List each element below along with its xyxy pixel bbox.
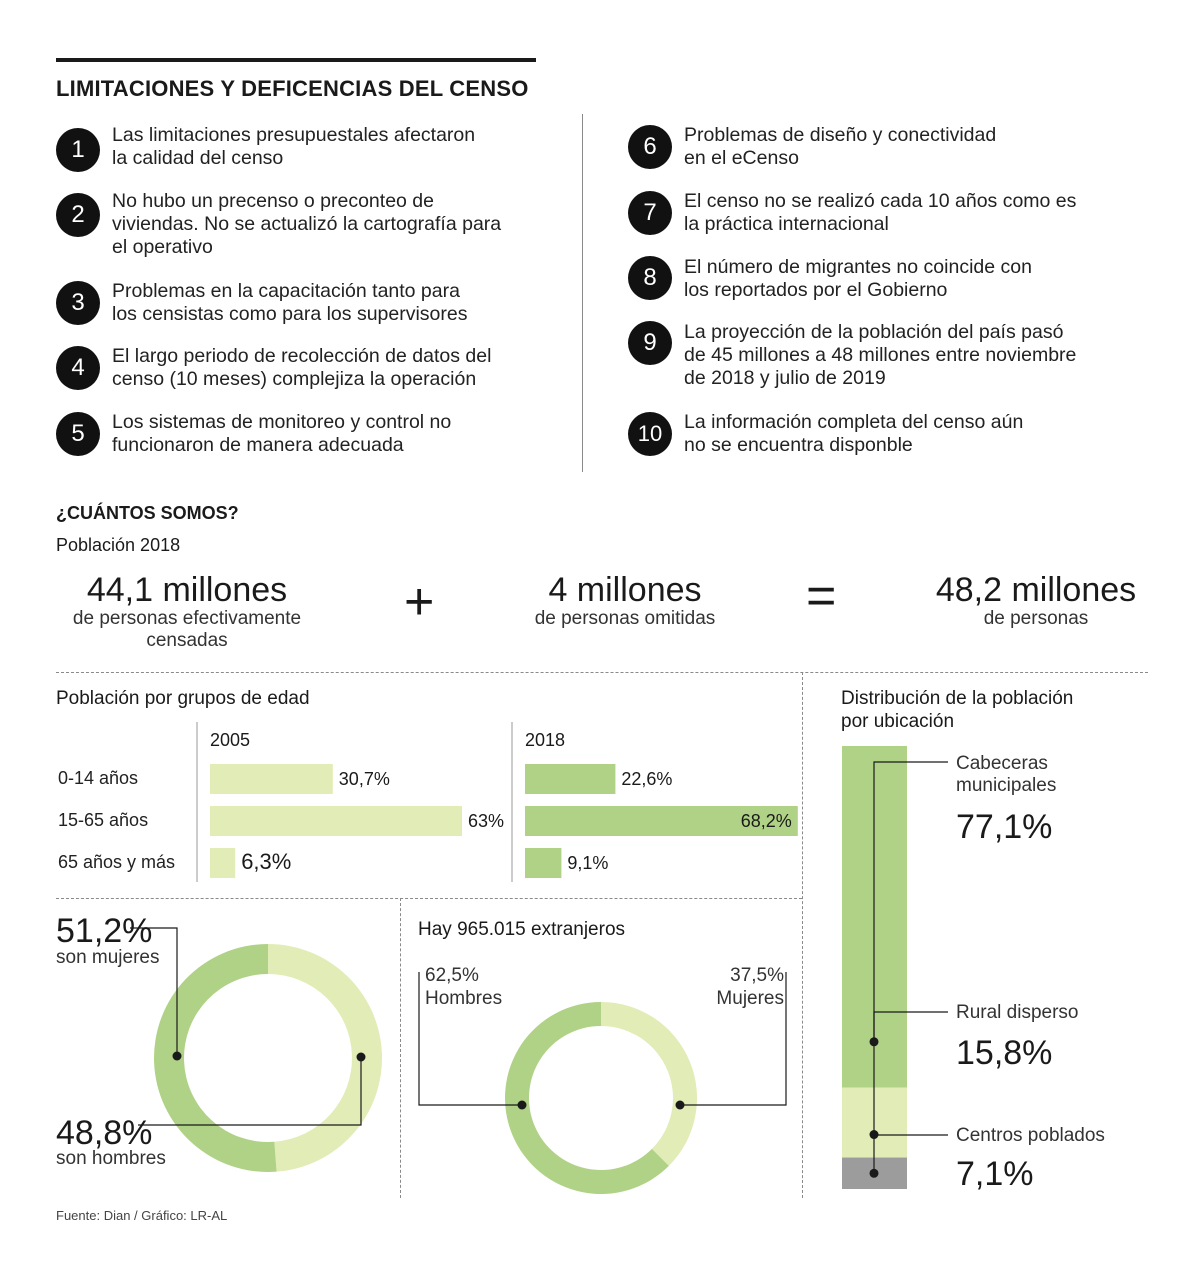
gender-men-pct: 48,8% bbox=[56, 1114, 153, 1152]
total-desc: de personas bbox=[983, 608, 1089, 629]
limitation-number-9: 9 bbox=[628, 321, 672, 365]
plus-sign: + bbox=[404, 573, 435, 631]
limitation-line: la práctica internacional bbox=[684, 213, 889, 235]
age-value-label-2018-1: 22,6% bbox=[621, 769, 673, 789]
gender-slice-women bbox=[154, 944, 277, 1172]
age-value-label-2018-3: 9,1% bbox=[567, 853, 609, 873]
limitation-number-3: 3 bbox=[56, 281, 100, 325]
age-year-2018: 2018 bbox=[525, 730, 566, 750]
age-chart-title: Población por grupos de edad bbox=[56, 688, 310, 709]
limitation-line: la calidad del censo bbox=[112, 147, 284, 169]
censados-desc-line: censadas bbox=[146, 630, 228, 651]
age-bar-2005-3 bbox=[210, 848, 235, 878]
location-label-cabeceras: Cabeceras municipales bbox=[956, 753, 1057, 796]
limitation-line: los censistas como para los supervisores bbox=[112, 303, 468, 325]
limitation-line: Las limitaciones presupuestales afectaron bbox=[112, 124, 476, 146]
age-bar-2018-3 bbox=[525, 848, 561, 878]
age-bar-2018-1 bbox=[525, 764, 615, 794]
page-title: LIMITACIONES Y DEFICENCIAS DEL CENSO bbox=[56, 76, 529, 101]
location-pct-cabeceras: 77,1% bbox=[956, 808, 1053, 846]
limitation-line: el operativo bbox=[112, 236, 213, 258]
location-dot-3 bbox=[870, 1169, 879, 1178]
foreigners-dot-women bbox=[676, 1101, 685, 1110]
age-year-2005: 2005 bbox=[210, 730, 251, 750]
source-note: Fuente: Dian / Gráfico: LR-AL bbox=[56, 1208, 228, 1223]
limitation-number-4: 4 bbox=[56, 346, 100, 390]
limitation-line: viviendas. No se actualizó la cartografía para bbox=[112, 213, 502, 235]
limitation-line: La proyección de la población del país pasó bbox=[684, 321, 1064, 343]
limitation-line: los reportados por el Gobierno bbox=[684, 279, 948, 301]
limitation-line: No hubo un precenso o preconteo de bbox=[112, 190, 434, 212]
foreigners-title: Hay 965.015 extranjeros bbox=[418, 919, 626, 940]
summary-title: ¿CUÁNTOS SOMOS? bbox=[56, 503, 239, 523]
censados-desc-line: de personas efectivamente bbox=[72, 608, 302, 629]
limitation-line: funcionaron de manera adecuada bbox=[112, 434, 404, 456]
location-label-centros: Centros poblados bbox=[956, 1125, 1105, 1146]
foreigners-men-pct: 62,5% bbox=[425, 965, 479, 986]
equals-sign: = bbox=[806, 567, 837, 625]
location-pct-rural: 15,8% bbox=[956, 1034, 1053, 1072]
foreigners-women-label: Mujeres bbox=[716, 988, 784, 1009]
age-value-label-2005-1: 30,7% bbox=[338, 769, 390, 789]
age-value-label-2005-2: 63% bbox=[468, 811, 505, 831]
limitation-line: Problemas de diseño y conectividad bbox=[684, 124, 997, 146]
age-bar-2005-1 bbox=[210, 764, 333, 794]
limitation-line: El censo no se realizó cada 10 años como es bbox=[684, 190, 1077, 212]
age-value-label-2005-3: 6,3% bbox=[241, 849, 292, 874]
summary-subtitle: Población 2018 bbox=[56, 535, 181, 555]
limitation-number-1: 1 bbox=[56, 128, 100, 172]
limitation-line: Problemas en la capacitación tanto para bbox=[112, 280, 460, 302]
limitation-line: no se encuentra disponble bbox=[684, 434, 913, 456]
age-bar-2005-2 bbox=[210, 806, 462, 836]
foreigners-men-label: Hombres bbox=[425, 988, 503, 1009]
limitation-line: en el eCenso bbox=[684, 147, 799, 169]
age-value-label-2018-2: 68,2% bbox=[740, 811, 792, 831]
limitation-number-8: 8 bbox=[628, 256, 672, 300]
foreigners-slice-women bbox=[601, 1002, 697, 1166]
omitidas-value: 4 millones bbox=[548, 571, 702, 609]
gender-women-label: son mujeres bbox=[56, 947, 160, 968]
gender-women-pct: 51,2% bbox=[56, 912, 153, 950]
location-title-line: Distribución de la población bbox=[841, 688, 1074, 709]
limitation-number-7: 7 bbox=[628, 191, 672, 235]
location-pct-centros: 7,1% bbox=[956, 1155, 1034, 1193]
limitation-line: El largo periodo de recolección de datos del bbox=[112, 345, 492, 367]
omitidas-desc: de personas omitidas bbox=[534, 608, 716, 629]
total-value: 48,2 millones bbox=[935, 571, 1137, 609]
limitation-number-5: 5 bbox=[56, 412, 100, 456]
limitation-line: censo (10 meses) complejiza la operación bbox=[112, 368, 477, 390]
limitation-number-2: 2 bbox=[56, 193, 100, 237]
gender-dot-men bbox=[357, 1053, 366, 1062]
limitation-line: de 45 millones a 48 millones entre noviembre bbox=[684, 344, 1077, 366]
foreigners-women-pct: 37,5% bbox=[730, 965, 784, 986]
limitation-line: de 2018 y julio de 2019 bbox=[684, 367, 886, 389]
location-label-rural: Rural disperso bbox=[956, 1002, 1079, 1023]
age-label-15-65: 15-65 años bbox=[58, 810, 149, 830]
gender-dot-women bbox=[173, 1052, 182, 1061]
censados-value: 44,1 millones bbox=[86, 571, 288, 609]
age-label-65-plus: 65 años y más bbox=[58, 852, 176, 872]
location-title-line: por ubicación bbox=[841, 711, 955, 732]
limitation-line: La información completa del censo aún bbox=[684, 411, 1024, 433]
limitation-line: Los sistemas de monitoreo y control no bbox=[112, 411, 452, 433]
limitation-number-6: 6 bbox=[628, 125, 672, 169]
gender-men-label: son hombres bbox=[56, 1148, 166, 1169]
foreigners-dot-men bbox=[518, 1101, 527, 1110]
limitation-number-10: 10 bbox=[628, 412, 672, 456]
age-label-0-14: 0-14 años bbox=[58, 768, 139, 788]
limitation-line: El número de migrantes no coincide con bbox=[684, 256, 1032, 278]
